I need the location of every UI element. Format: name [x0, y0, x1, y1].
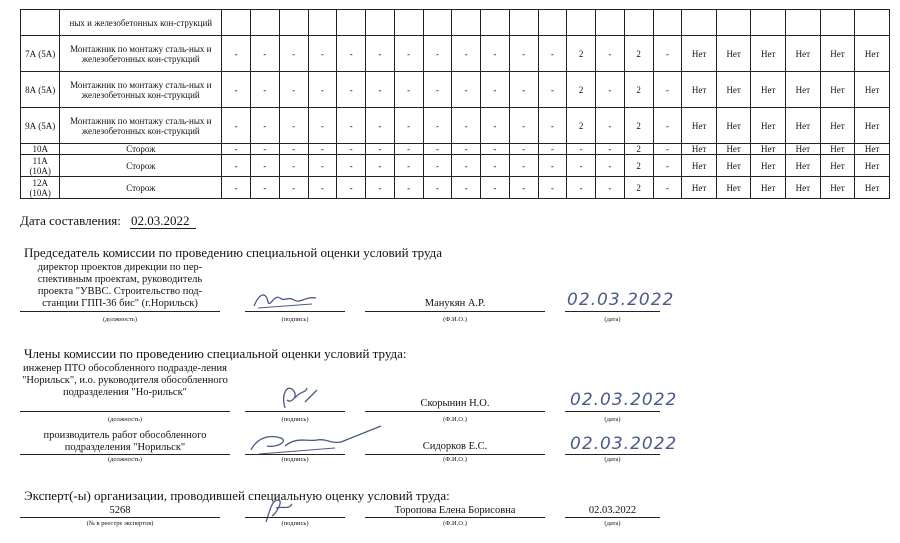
table-cell: -	[509, 72, 538, 108]
table-cell: -	[337, 155, 366, 177]
table-cell: -	[509, 144, 538, 155]
table-cell	[653, 10, 682, 36]
member-2-date: 02.03.2022	[570, 434, 678, 454]
table-cell: -	[452, 72, 481, 108]
table-cell: -	[337, 108, 366, 144]
row-profession: Монтажник по монтажу сталь-ных и железобетонных кон-струкций	[60, 72, 222, 108]
table-cell: -	[394, 108, 423, 144]
table-cell: -	[509, 36, 538, 72]
table-cell: -	[308, 72, 337, 108]
table-cell: -	[596, 144, 625, 155]
row-code	[21, 10, 60, 36]
table-cell: -	[452, 108, 481, 144]
table-row	[21, 108, 890, 144]
table-cell: Нет	[682, 36, 717, 72]
table-cell: -	[308, 155, 337, 177]
table-cell: -	[481, 72, 510, 108]
table-cell: -	[279, 155, 308, 177]
table-cell	[279, 10, 308, 36]
table-cell: -	[452, 155, 481, 177]
expert-name: Торопова Елена Борисовна	[394, 505, 516, 516]
table-cell: -	[337, 177, 366, 199]
table-cell: -	[366, 177, 395, 199]
chairman-signature-line	[245, 311, 345, 312]
table-cell	[751, 10, 786, 36]
table-cell: -	[653, 36, 682, 72]
member-1-name-line	[365, 411, 545, 412]
table-cell: -	[251, 177, 280, 199]
table-cell: -	[222, 177, 251, 199]
table-cell: -	[423, 155, 452, 177]
table-cell: Нет	[716, 108, 751, 144]
assessment-table	[20, 9, 890, 199]
table-cell: Нет	[820, 108, 855, 144]
member-1-signature	[275, 382, 325, 414]
table-cell: -	[251, 36, 280, 72]
chairman-name-line	[365, 311, 545, 312]
table-cell: 2	[624, 108, 653, 144]
caption-fio: (Ф.И.О.)	[443, 520, 467, 527]
table-cell: -	[366, 144, 395, 155]
table-cell: 2	[624, 72, 653, 108]
caption-position: (должность)	[107, 456, 143, 463]
table-cell: -	[481, 177, 510, 199]
table-cell: -	[394, 155, 423, 177]
member-1-date-line	[565, 411, 660, 412]
table-cell	[423, 10, 452, 36]
table-cell: 2	[624, 36, 653, 72]
table-cell: -	[538, 72, 567, 108]
expert-name-line	[365, 517, 545, 518]
table-cell: Нет	[786, 155, 821, 177]
table-cell: Нет	[716, 177, 751, 199]
caption-fio: (Ф.И.О.)	[443, 316, 467, 323]
table-cell: -	[567, 177, 596, 199]
table-cell: Нет	[682, 177, 717, 199]
member-2-date-line	[565, 454, 660, 455]
table-cell: -	[222, 144, 251, 155]
compiled-label: Дата составления:	[20, 213, 121, 228]
table-cell: 2	[567, 36, 596, 72]
caption-signature: (подпись)	[281, 316, 309, 323]
row-profession: Монтажник по монтажу сталь-ных и железобетонных кон-струкций	[60, 108, 222, 144]
member-2-name-line	[365, 454, 545, 455]
table-cell	[337, 10, 366, 36]
table-cell: Нет	[751, 144, 786, 155]
table-cell: -	[308, 144, 337, 155]
table-cell	[366, 10, 395, 36]
row-profession: Сторож	[60, 144, 222, 155]
table-cell	[222, 10, 251, 36]
chairman-heading: Председатель комиссии по проведению специальной оценки условий труда	[24, 245, 443, 260]
table-row	[21, 10, 890, 36]
table-cell	[855, 10, 890, 36]
caption-fio: (Ф.И.О.)	[443, 456, 467, 463]
table-cell: -	[279, 108, 308, 144]
table-cell: -	[481, 155, 510, 177]
caption-registry: (№ в реестре экспертов)	[86, 520, 154, 527]
table-cell: -	[279, 177, 308, 199]
table-cell: -	[337, 36, 366, 72]
table-cell: Нет	[820, 36, 855, 72]
caption-date: (дата)	[604, 416, 621, 423]
table-cell: -	[596, 108, 625, 144]
caption-date: (дата)	[604, 316, 621, 323]
table-cell	[716, 10, 751, 36]
table-cell: -	[308, 36, 337, 72]
table-cell: -	[279, 144, 308, 155]
table-cell: Нет	[786, 144, 821, 155]
table-cell: Нет	[682, 155, 717, 177]
table-cell: Нет	[855, 108, 890, 144]
table-cell: -	[653, 72, 682, 108]
table-cell: 2	[567, 108, 596, 144]
expert-registry-no: 5268	[109, 505, 131, 516]
row-code: 11А (10А)	[21, 155, 60, 177]
caption-date: (дата)	[604, 456, 621, 463]
chairman-position-line	[20, 311, 220, 312]
table-cell: -	[394, 36, 423, 72]
table-cell	[820, 10, 855, 36]
table-cell: Нет	[751, 155, 786, 177]
table-cell: -	[394, 72, 423, 108]
table-cell: -	[423, 72, 452, 108]
table-cell: -	[222, 155, 251, 177]
chairman-name: Манукян А.Р.	[424, 298, 486, 309]
table-cell	[509, 10, 538, 36]
table-cell: Нет	[716, 144, 751, 155]
table-cell: Нет	[820, 155, 855, 177]
table-cell: Нет	[820, 72, 855, 108]
table-cell: -	[337, 72, 366, 108]
table-cell: -	[308, 108, 337, 144]
table-cell: -	[538, 108, 567, 144]
caption-fio: (Ф.И.О.)	[443, 416, 467, 423]
table-cell: -	[509, 155, 538, 177]
caption-signature: (подпись)	[281, 520, 309, 527]
table-cell: Нет	[786, 36, 821, 72]
table-cell: Нет	[751, 72, 786, 108]
table-cell: -	[251, 72, 280, 108]
table-row	[21, 177, 890, 199]
table-cell: -	[538, 36, 567, 72]
caption-position: (должность)	[107, 416, 143, 423]
table-cell: -	[366, 108, 395, 144]
table-cell: -	[222, 108, 251, 144]
table-cell: -	[222, 36, 251, 72]
table-cell: -	[423, 177, 452, 199]
table-row	[21, 72, 890, 108]
table-cell: Нет	[716, 155, 751, 177]
chairman-position: директор проектов дирекции по пер-спективным проектам, руководитель проекта "УВВС. Строительство под-станции ГПП-36 бис" (г.Норильск)	[37, 262, 203, 309]
table-cell: -	[279, 72, 308, 108]
expert-date-line	[565, 517, 660, 518]
table-cell	[452, 10, 481, 36]
table-cell: -	[251, 108, 280, 144]
table-cell: Нет	[820, 177, 855, 199]
table-cell: Нет	[682, 108, 717, 144]
table-cell	[624, 10, 653, 36]
table-cell: -	[538, 144, 567, 155]
row-profession: Сторож	[60, 155, 222, 177]
table-cell: -	[423, 108, 452, 144]
member-1-position: инженер ПТО обособленного подразде-ления "Норильск", и.о. руководителя обособленного подразделения "Но-рильск"	[22, 363, 228, 398]
table-row	[21, 144, 890, 155]
row-profession: Сторож	[60, 177, 222, 199]
table-cell: -	[366, 155, 395, 177]
table-cell: -	[596, 36, 625, 72]
table-cell: -	[509, 177, 538, 199]
table-cell: -	[423, 144, 452, 155]
table-cell: -	[452, 177, 481, 199]
table-cell: -	[653, 108, 682, 144]
table-cell: Нет	[751, 108, 786, 144]
caption-date: (дата)	[604, 520, 621, 527]
caption-position: (должность)	[102, 316, 138, 323]
table-cell: -	[452, 36, 481, 72]
table-cell: -	[596, 155, 625, 177]
table-cell: -	[653, 177, 682, 199]
expert-signature-line	[245, 517, 345, 518]
member-1-name: Скорынин Н.О.	[420, 398, 490, 409]
table-cell: -	[251, 144, 280, 155]
chairman-date-line	[565, 311, 660, 312]
member-1-date: 02.03.2022	[570, 390, 678, 410]
table-cell: Нет	[855, 155, 890, 177]
table-cell: -	[423, 36, 452, 72]
table-cell: Нет	[751, 36, 786, 72]
member-1-signature-line	[245, 411, 345, 412]
table-cell	[567, 10, 596, 36]
table-cell: 2	[624, 177, 653, 199]
table-row	[21, 36, 890, 72]
table-cell: Нет	[751, 177, 786, 199]
table-cell: 2	[624, 155, 653, 177]
row-code: 8А (5А)	[21, 72, 60, 108]
table-cell	[786, 10, 821, 36]
table-cell: 2	[624, 144, 653, 155]
table-cell: -	[394, 177, 423, 199]
member-2-name: Сидорков Е.С.	[422, 441, 488, 452]
table-cell: -	[567, 144, 596, 155]
members-heading: Члены комиссии по проведению специальной оценки условий труда:	[24, 346, 407, 361]
table-cell: -	[509, 108, 538, 144]
member-2-signature	[245, 424, 385, 458]
table-cell: -	[596, 72, 625, 108]
table-cell: Нет	[682, 144, 717, 155]
table-cell: -	[538, 155, 567, 177]
member-2-signature-line	[245, 454, 345, 455]
table-cell: -	[481, 108, 510, 144]
table-cell: Нет	[786, 177, 821, 199]
table-cell: -	[366, 36, 395, 72]
row-profession: Монтажник по монтажу сталь-ных и железобетонных кон-струкций	[60, 36, 222, 72]
table-cell: -	[538, 177, 567, 199]
expert-date: 02.03.2022	[588, 505, 637, 516]
table-cell: Нет	[716, 36, 751, 72]
table-cell	[251, 10, 280, 36]
row-profession: ных и железобетонных кон-струкций	[60, 10, 222, 36]
table-cell: Нет	[682, 72, 717, 108]
table-cell: -	[452, 144, 481, 155]
table-cell: -	[222, 72, 251, 108]
table-cell: Нет	[786, 108, 821, 144]
compiled-date: 02.03.2022	[131, 213, 190, 228]
expert-registry-line	[20, 517, 220, 518]
table-cell: Нет	[855, 177, 890, 199]
table-row	[21, 155, 890, 177]
caption-signature: (подпись)	[281, 456, 309, 463]
table-cell: Нет	[855, 36, 890, 72]
table-cell: Нет	[855, 144, 890, 155]
row-code: 10А	[21, 144, 60, 155]
table-cell: -	[596, 177, 625, 199]
member-2-position-line	[20, 454, 230, 455]
table-cell: Нет	[716, 72, 751, 108]
table-cell: -	[567, 155, 596, 177]
row-code: 12А (10А)	[21, 177, 60, 199]
table-cell	[596, 10, 625, 36]
caption-signature: (подпись)	[281, 416, 309, 423]
table-cell: -	[337, 144, 366, 155]
table-cell: -	[653, 144, 682, 155]
row-code: 7А (5А)	[21, 36, 60, 72]
member-2-position: производитель работ обособленного подразделения "Норильск"	[43, 430, 207, 453]
table-cell	[481, 10, 510, 36]
table-cell: -	[653, 155, 682, 177]
table-cell: -	[481, 36, 510, 72]
expert-heading: Эксперт(-ы) организации, проводившей специальную оценку условий труда:	[24, 488, 450, 503]
table-cell	[394, 10, 423, 36]
chairman-date: 02.03.2022	[567, 290, 675, 310]
table-cell	[538, 10, 567, 36]
table-cell: -	[394, 144, 423, 155]
table-cell: -	[481, 144, 510, 155]
row-code: 9А (5А)	[21, 108, 60, 144]
table-cell: -	[366, 72, 395, 108]
table-cell: Нет	[855, 72, 890, 108]
table-cell: -	[308, 177, 337, 199]
table-cell: Нет	[786, 72, 821, 108]
table-cell: Нет	[820, 144, 855, 155]
table-cell	[682, 10, 717, 36]
compiled-date-line	[130, 228, 196, 229]
table-cell: -	[251, 155, 280, 177]
table-cell: -	[279, 36, 308, 72]
table-cell: 2	[567, 72, 596, 108]
table-cell	[308, 10, 337, 36]
member-1-position-line	[20, 411, 230, 412]
